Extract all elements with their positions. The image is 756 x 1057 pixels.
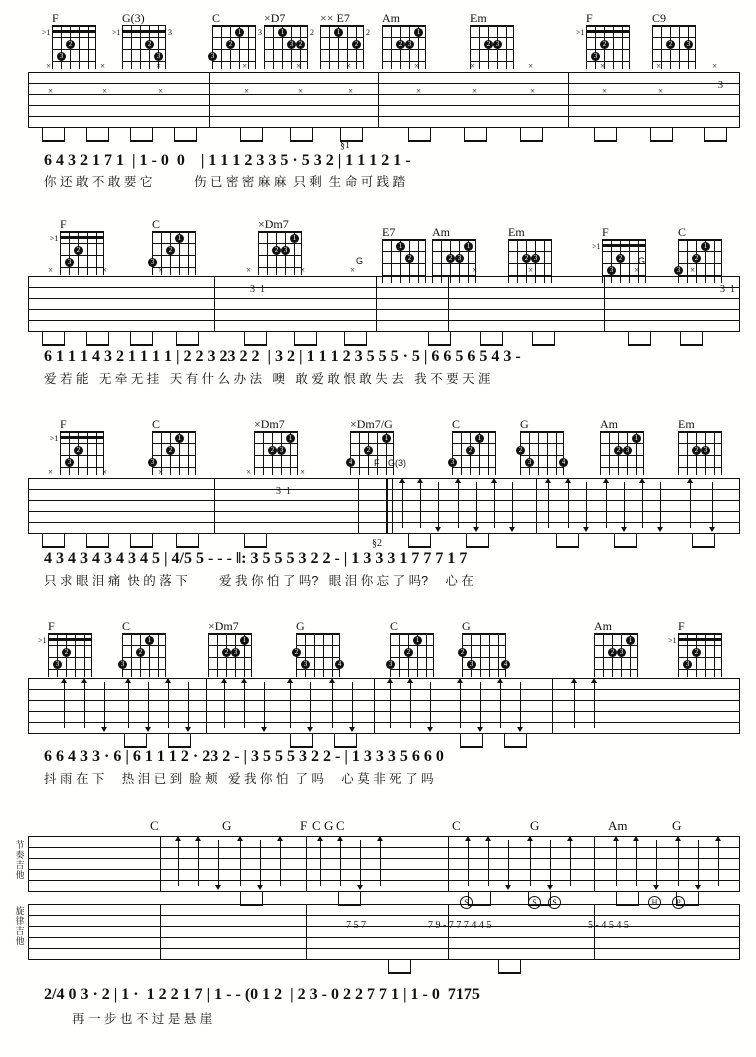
chord-diagram-s2-c: C 1 2 3 (152, 218, 196, 275)
technique-slide-3: S (548, 896, 561, 909)
chord-diagram-s3-dm7g: ×Dm7/G 1 2 4 (350, 418, 394, 475)
chord-diagram-s4-f: F 2 3 >1 (48, 620, 92, 677)
chord-name: ×Dm7 (258, 217, 289, 231)
chord-label-s5-10: G (672, 818, 682, 833)
chord-diagram-f-2: F 2 3 >1 (586, 12, 630, 69)
chord-name: C (678, 225, 687, 239)
lyrics-1: 你 还 敢 不 敢 要 它 伤 已 密 密 麻 麻 只 剩 生 命 可 践 踏 (44, 175, 406, 189)
technique-slide-1: S (460, 896, 473, 909)
chord-name: C (122, 619, 131, 633)
repeat-marker-1: §1 (340, 140, 350, 151)
chord-label-s5-3: F (300, 818, 308, 833)
chord-name: C (212, 11, 221, 25)
melody-stems-5 (28, 960, 740, 978)
tab-staff-1: × × × × × × × × × × × × × × × × × × × × × × × 3 (28, 72, 740, 128)
lyrics-2: 爱 若 能 无 牵 无 挂 天 有 什 么 办 法 噢 敢 爱 敢 恨 敢 失 去 我 不 要 天 涯 (44, 372, 491, 386)
chord-diagram-s3-em: Em 2 3 (678, 418, 722, 475)
chord-name: Em (470, 11, 487, 25)
inline-chord-f-s3: F (374, 458, 380, 468)
chord-label-s5-2: G (222, 818, 232, 833)
label-melody-guitar: 旋律吉他 (15, 906, 25, 946)
chord-label-s5-8: G (530, 818, 540, 833)
chord-diagram-s4-g2: G 2 3 4 (462, 620, 506, 677)
chord-name: ×Dm7/G (350, 417, 393, 431)
chord-diagram-d7: ×D7 1 2 3 2 (264, 12, 308, 69)
chord-name: Am (432, 225, 450, 239)
technique-hammer: H (648, 896, 661, 909)
chord-name: Am (600, 417, 618, 431)
tab-staff-2: × × × × × × × × × × 3 1 3 1 (28, 276, 740, 332)
label-rhythm-guitar: 节奏吉他 (15, 840, 25, 880)
chord-diagram-s3-f: F 2 3 >1 (60, 418, 104, 475)
chord-name: F (48, 619, 55, 633)
chord-name: F (586, 11, 593, 25)
chord-name: ×Dm7 (208, 619, 239, 633)
chord-name: Am (594, 619, 612, 633)
chord-diagram-s2-am: Am 1 2 3 (432, 226, 476, 283)
chord-name: ×Dm7 (254, 417, 285, 431)
chord-name: C (152, 417, 161, 431)
chord-name: Em (508, 225, 525, 239)
chord-diagram-s2-c2: C 1 2 3 (678, 226, 722, 283)
tab-number-group-2: 7 9 - 7 7 7 4 4 5 (428, 920, 492, 931)
lyrics-3: 只 求 眼 泪 痛 快 的 落 下 爱 我 你 怕 了 吗? 眼 泪 你 忘 了 吗? 心 在 (44, 574, 474, 588)
chord-name: G (296, 619, 305, 633)
chord-name: F (60, 417, 67, 431)
number-notation-4: 6 6 4 3 3 · 6 | 6 1 1 1 2 · 23 2 - | 3 5 5 5 3 2 2 - | 1 3 3 3 5 6 6 0 (44, 748, 444, 765)
tab-staff-5-rhythm (28, 836, 740, 892)
chord-name: C9 (652, 11, 667, 25)
chord-diagram-s3-dm7: ×Dm7 1 2 3 (254, 418, 298, 475)
number-notation-1: 6 4 3 2 1 7 1 | 1 - 0 0 | 1 1 1 2 3 3 5 · 5 3 2 | 1 1 1 2 1 - (44, 152, 411, 169)
chord-diagram-s2-f2: F 2 3 >1 (602, 226, 646, 283)
chord-name: C (390, 619, 399, 633)
chord-name: ×× E7 (320, 11, 350, 25)
chord-label-s5-5: G (324, 818, 334, 833)
technique-slide-2: S (528, 896, 541, 909)
chord-name: F (678, 619, 685, 633)
chord-diagram-f: F 2 3 >1 (52, 12, 96, 69)
chord-name: F (60, 217, 67, 231)
chord-diagram-s2-e7: E7 1 2 (382, 226, 426, 283)
tab-staff-3: × × × × × 3 1 (28, 478, 740, 534)
chord-name: Am (382, 11, 400, 25)
chord-diagram-g3: G(3) 2 3 >1 3 (122, 12, 166, 69)
chord-diagram-c: C 1 2 3 3 (212, 12, 256, 69)
inline-chord-g3-s3: G(3) (388, 458, 406, 468)
rhythm-stems-1 (28, 128, 740, 146)
chord-diagram-am: Am 1 2 3 (382, 12, 426, 69)
inline-chord-g-2: G (638, 256, 646, 266)
chord-name: G (520, 417, 529, 431)
chord-name: F (52, 11, 59, 25)
chord-diagram-em: Em 2 3 (470, 12, 514, 69)
number-notation-5: 2/4 0 3 · 2 | 1 · 1 2 2 1 7 | 1 - - (0 1 2 | 2 3 - 0 2 2 7 7 1 | 1 - 0 7175 (44, 986, 480, 1003)
tab-staff-5-melody (28, 904, 740, 960)
chord-diagram-s2-f: F 2 3 >1 (60, 218, 104, 275)
chord-diagram-s3-c2: C 1 2 3 (452, 418, 496, 475)
chord-diagram-e7: ×× E7 1 2 2 (320, 12, 364, 69)
chord-label-s5-6: C (336, 818, 345, 833)
repeat-marker-2: §2 (372, 538, 382, 549)
chord-label-s5-1: C (150, 818, 159, 833)
chord-diagram-s3-am: Am 1 2 3 (600, 418, 644, 475)
chord-diagram-s2-dm7: ×Dm7 1 2 3 (258, 218, 302, 275)
number-notation-3: 4 3 4 3 4 3 4 3 4 5 | 4/5 5 - - - ‖: 3 5 5 5 3 2 2 - | 1 3 3 3 1 7 7 7 1 7 (44, 550, 468, 567)
chord-diagram-c9: C9 2 3 (652, 12, 696, 69)
number-notation-2: 6 1 1 1 4 3 2 1 1 1 1 | 2 2 3 23 2 2 | 3 2 | 1 1 1 2 3 5 5 5 · 5 | 6 6 5 6 5 4 3 - (44, 348, 521, 365)
chord-diagram-s3-c: C 1 2 3 (152, 418, 196, 475)
chord-name: F (602, 225, 609, 239)
tab-staff-4 (28, 678, 740, 734)
chord-name: G (462, 619, 471, 633)
chord-diagram-s4-g: G 2 3 4 (296, 620, 340, 677)
chord-name: C (152, 217, 161, 231)
tab-number-group-3: 5 - 4 5 4 5 (588, 920, 629, 931)
chord-diagram-s3-g: G 2 3 4 (520, 418, 564, 475)
chord-name: Em (678, 417, 695, 431)
technique-pull: P (672, 896, 685, 909)
inline-chord-g-1: G (356, 256, 364, 266)
chord-name: G(3) (122, 11, 145, 25)
chord-diagram-s4-c: C 1 2 3 (122, 620, 166, 677)
lyrics-4: 抖 雨 在 下 热 泪 已 到 脸 颊 爱 我 你 怕 了 吗 心 莫 非 死 了 吗 (44, 772, 434, 786)
chord-diagram-s4-c2: C 1 2 3 (390, 620, 434, 677)
chord-diagram-s2-em: Em 2 3 (508, 226, 552, 283)
chord-diagram-s4-dm7: ×Dm7 1 2 3 (208, 620, 252, 677)
tab-number-group-1: 7 5 7 (346, 920, 366, 931)
chord-name: E7 (382, 225, 396, 239)
lyrics-5: 再 一 步 也 不 过 是 悬 崖 (72, 1012, 213, 1026)
chord-diagram-s4-f2: F 2 3 >1 (678, 620, 722, 677)
chord-diagram-s4-am: Am 1 2 3 (594, 620, 638, 677)
chord-label-s5-7: C (452, 818, 461, 833)
chord-label-s5-9: Am (608, 818, 628, 833)
chord-name: ×D7 (264, 11, 286, 25)
chord-name: C (452, 417, 461, 431)
chord-label-s5-4: C (312, 818, 321, 833)
